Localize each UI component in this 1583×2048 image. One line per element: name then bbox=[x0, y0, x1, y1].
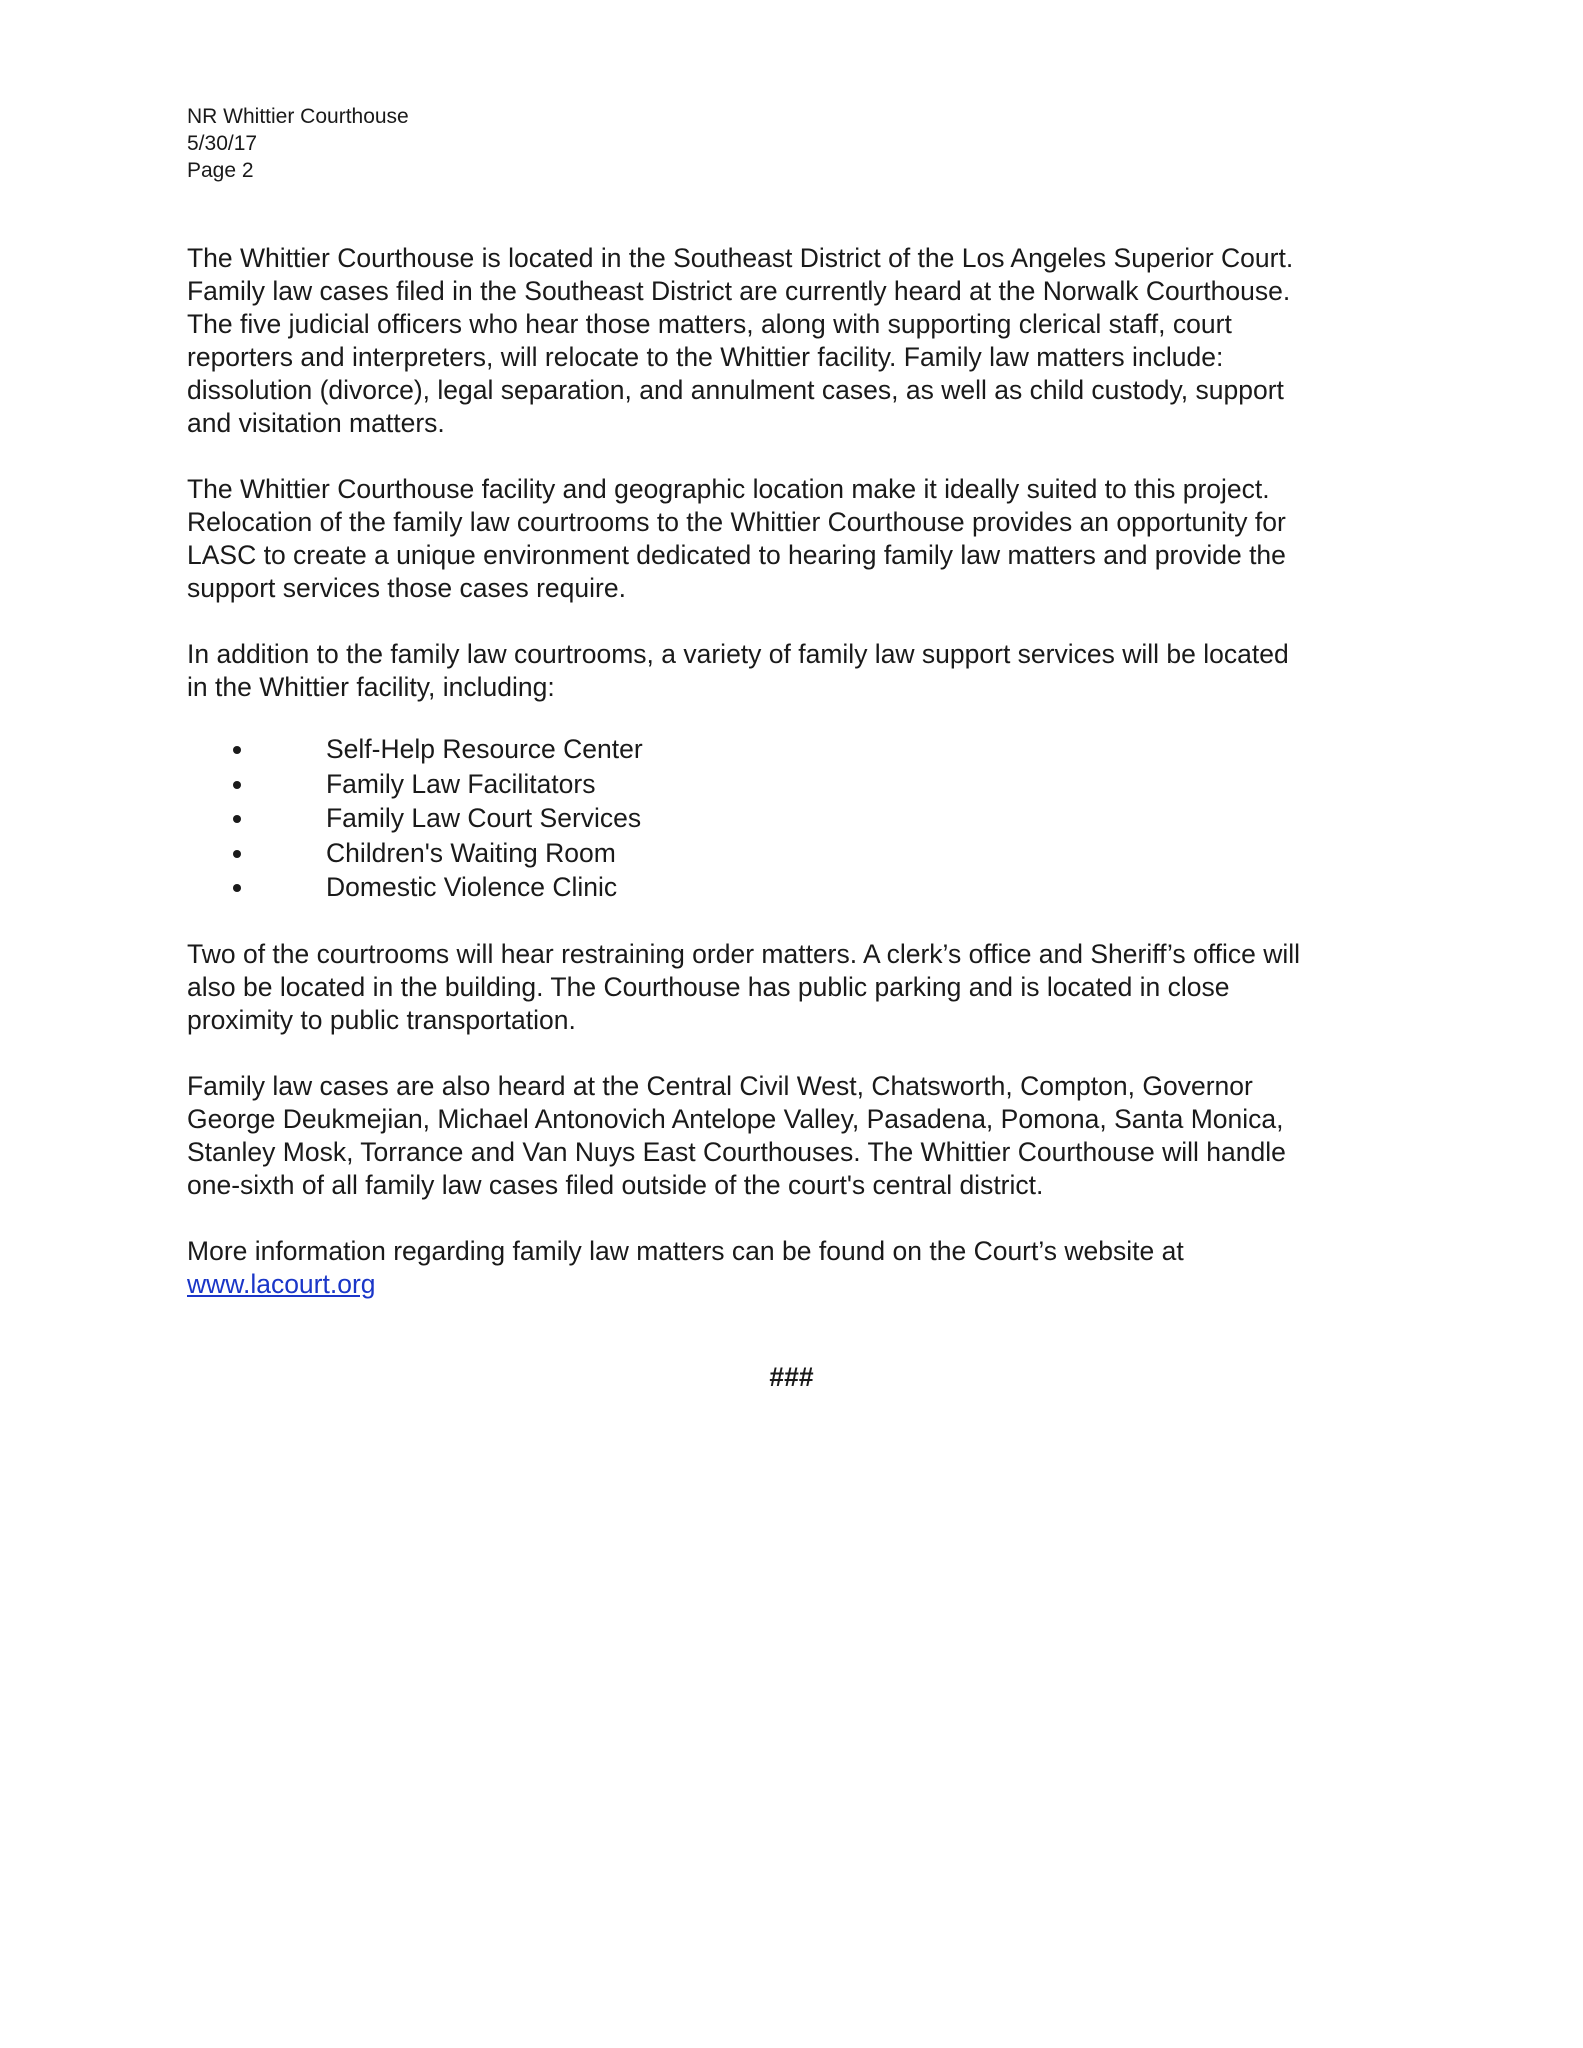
website-link[interactable]: www.lacourt.org bbox=[187, 1268, 376, 1299]
bullet-icon bbox=[233, 884, 241, 892]
text-line: reporters and interpreters, will relocate to the Whittier facility. Family law matters include: bbox=[187, 342, 1224, 372]
end-of-release-mark: ### bbox=[769, 1362, 814, 1392]
paragraph-location bbox=[187, 242, 1417, 440]
service-label: Family Law Facilitators bbox=[326, 768, 596, 799]
paragraph-other-courthouses bbox=[187, 1070, 1417, 1202]
bullet-icon bbox=[233, 746, 241, 754]
text-line: In addition to the family law courtrooms, a variety of family law support services will be located bbox=[187, 639, 1289, 669]
text-line: Family law cases are also heard at the Central Civil West, Chatsworth, Compton, Governor bbox=[187, 1070, 1253, 1101]
text-line: The Whittier Courthouse is located in the Southeast District of the Los Angeles Superior Court. bbox=[187, 243, 1294, 273]
text-line: LASC to create a unique environment dedicated to hearing family law matters and provide the bbox=[187, 540, 1286, 570]
text-line: one-sixth of all family law cases filed outside of the court's central district. bbox=[187, 1169, 1044, 1200]
list-item bbox=[187, 836, 1417, 871]
page-header bbox=[187, 103, 409, 184]
text-line: Stanley Mosk, Torrance and Van Nuys East Courthouses. The Whittier Courthouse will handle bbox=[187, 1136, 1286, 1167]
text-line: Two of the courtrooms will hear restraining order matters. A clerk’s office and Sheriff’s office will bbox=[187, 938, 1300, 969]
text-line: More information regarding family law matters can be found on the Court’s website at bbox=[187, 1235, 1184, 1266]
list-item bbox=[187, 870, 1417, 905]
text-line: also be located in the building. The Courthouse has public parking and is located in close bbox=[187, 971, 1230, 1002]
service-label: Domestic Violence Clinic bbox=[326, 872, 618, 902]
paragraph-facility bbox=[187, 473, 1417, 605]
text-line: proximity to public transportation. bbox=[187, 1004, 576, 1035]
text-line: and visitation matters. bbox=[187, 408, 445, 438]
list-item bbox=[187, 732, 1417, 767]
text-line: George Deukmejian, Michael Antonovich Antelope Valley, Pasadena, Pomona, Santa Monica, bbox=[187, 1103, 1284, 1134]
services-list bbox=[187, 732, 1417, 905]
text-line: dissolution (divorce), legal separation, and annulment cases, as well as child custody, support bbox=[187, 375, 1284, 405]
list-item bbox=[187, 767, 1417, 802]
text-line: Family law cases filed in the Southeast District are currently heard at the Norwalk Courthouse. bbox=[187, 276, 1291, 306]
text-line: The Whittier Courthouse facility and geographic location make it ideally suited to this project. bbox=[187, 474, 1270, 504]
bullet-icon bbox=[233, 850, 241, 858]
header-title: NR Whittier Courthouse bbox=[187, 105, 409, 128]
header-page-number: Page 2 bbox=[187, 159, 254, 182]
header-date: 5/30/17 bbox=[187, 132, 258, 155]
service-label: Family Law Court Services bbox=[326, 803, 642, 833]
text-line: in the Whittier facility, including: bbox=[187, 672, 555, 702]
text-line: The five judicial officers who hear those matters, along with supporting clerical staff, court bbox=[187, 309, 1232, 339]
text-line: support services those cases require. bbox=[187, 573, 626, 603]
service-label: Children's Waiting Room bbox=[326, 837, 616, 868]
service-label: Self-Help Resource Center bbox=[326, 734, 643, 764]
document-body bbox=[187, 242, 1417, 1334]
bullet-icon bbox=[233, 781, 241, 789]
paragraph-more-info bbox=[187, 1235, 1417, 1301]
bullet-icon bbox=[233, 815, 241, 823]
paragraph-services-intro bbox=[187, 638, 1417, 704]
paragraph-restraining-orders bbox=[187, 938, 1417, 1037]
text-line: Relocation of the family law courtrooms to the Whittier Courthouse provides an opportunity for bbox=[187, 507, 1286, 537]
list-item bbox=[187, 801, 1417, 836]
